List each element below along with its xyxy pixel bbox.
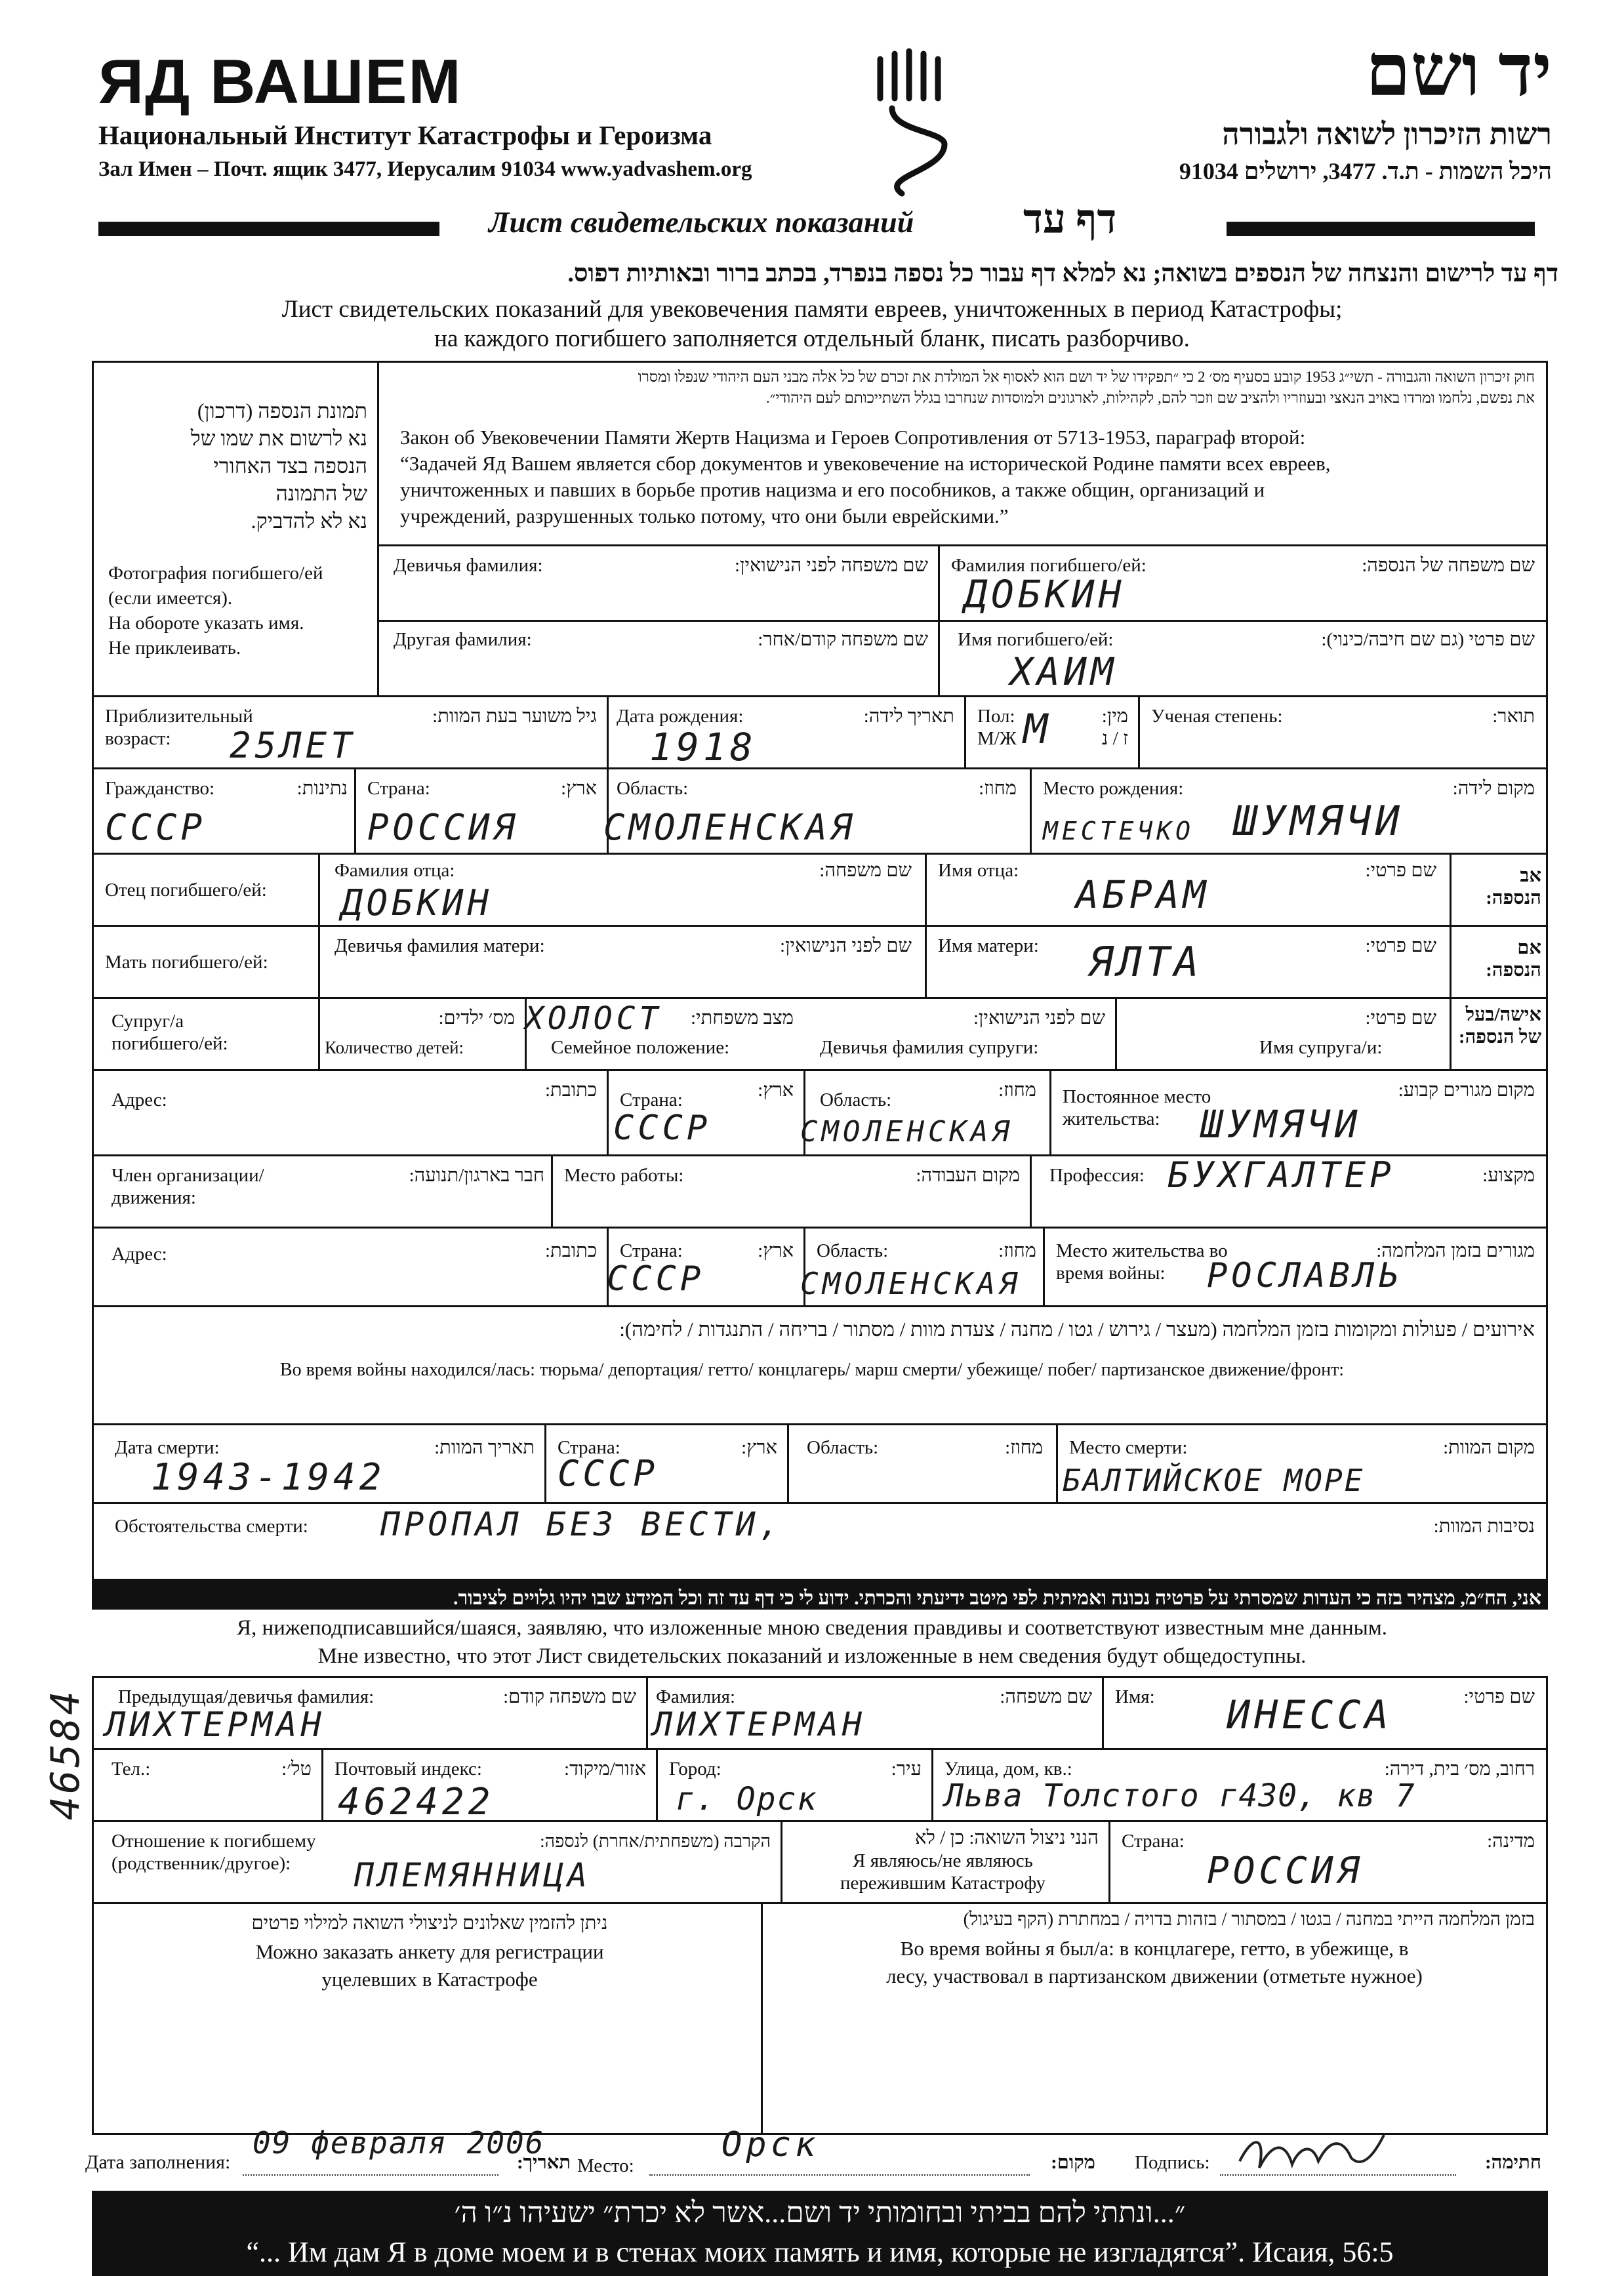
law-ru-2: “Задачей Яд Вашем является сбор документов и увековечение на исторической Родине памяти всех евреев, [400,452,1331,475]
footer-he: ״...ונתתי להם בביתי ובחומותי יד ושם...אשר לא יכרת״ ישעיהו נ״ו ה׳ [454,2197,1186,2229]
age-value[interactable]: 25ЛЕТ [230,725,356,766]
citizenship-label: Гражданство: [105,778,215,799]
father-name-label-he: שם פרטי: [1365,860,1436,881]
war-events-label: Во время войны находился/лась: тюрьма/ депортация/ гетто/ концлагерь/ марш смерти/ убежище/ побег/ партизанское движение/фронт: [279,1360,1345,1380]
deathplace-value[interactable]: БАЛТИЙСКОЕ МОРЕ [1063,1463,1365,1498]
residence-label-he: מקום מגורים קבוע: [1398,1080,1535,1101]
witness-name-value[interactable]: ИНЕССА [1227,1692,1392,1738]
profession-label: Профессия: [1049,1165,1145,1186]
title-ru: ЯД ВАШЕМ [98,47,462,117]
place-value[interactable]: Орск [721,2125,820,2164]
surname-value[interactable]: ДОБКИН [964,572,1126,617]
father-name-label: Имя отца: [938,860,1019,881]
deathplace-label-he: מקום המוות: [1443,1437,1535,1458]
subtitle-he: רשות הזיכרון לשואה ולגבורה [1222,117,1552,151]
degree-label: Ученая степень: [1151,706,1283,727]
witness-country-label-he: מדינה: [1487,1831,1535,1852]
death-country-label: Страна: [558,1437,620,1458]
witness-country-label: Страна: [1122,1831,1185,1852]
father-surname-label: Фамилия отца: [335,860,455,881]
deathplace-label: Место смерти: [1069,1437,1188,1458]
instructions-ru-2: на каждого погибшего заполняется отдельный бланк, писать разборчиво. [434,325,1190,352]
marital-label-he: מצב משפחתי: [690,1007,794,1028]
surname-label: Фамилия погибшего/ей: [951,555,1147,576]
law-he-1: חוק זיכרון השואה והגבורה - תשי״ג 1953 קובע בסעיף מס׳ 2 כי ״תפקידו של יד ושם הוא לאסוף אל המולדת את זכרם של כל אלה מבני העם היהודי שנפלו ומסרו [638,369,1535,385]
relation-label-he: הקרבה (משפחתית/אחרת) לנספה: [540,1831,771,1851]
law-ru-1: Закон об Увековечении Памяти Жертв Нацизма и Героев Сопротивления от 5713-1953, параграф второй: [400,426,1306,449]
fill-date-value[interactable]: 09 февраля 2006 [253,2125,545,2161]
children-label-he: מס׳ ילדים: [438,1007,515,1028]
age-label: Приблизительный возраст: [105,706,253,749]
age-label-he: גיל משוער בעת המוות: [432,706,597,727]
witness-surname-label-he: שם משפחה: [1000,1686,1092,1707]
deathdate-value[interactable]: 1943-1942 [151,1456,386,1499]
footer-ru: “... Им дам Я в доме моем и в стенах моих память и имя, которые не изгладятся”. Исаия, 56:5 [246,2236,1394,2268]
zip-label: Почтовый индекс: [335,1758,482,1779]
law-ru-4: учреждений, разрушенных только потому, что они были еврейскими.” [400,504,1009,527]
death-country-label-he: ארץ: [741,1437,777,1458]
title-he: יד ושם [1366,31,1552,111]
side-number: 46584 [43,1688,89,1820]
circumstances-value[interactable]: ПРОПАЛ БЕЗ ВЕСТИ, [380,1505,783,1543]
death-region-label: Область: [807,1437,879,1458]
citizenship-label-he: נתינות: [296,778,348,799]
residence-label: Постоянное место жительства: [1063,1086,1211,1129]
photo-instructions-ru: Фотография погибшего/ей (если имеется). На обороте указать имя. Не приклеивать. [108,563,323,659]
address-label-he: כתובת: [545,1080,597,1101]
header-bar [98,222,439,236]
survivor-label-he: הנני ניצול השואה: כן / לא [915,1827,1099,1848]
residence-value[interactable]: ШУМЯЧИ [1200,1102,1362,1147]
member-label: Член организации/ движения: [112,1165,264,1208]
deathdate-label: Дата смерти: [115,1437,220,1458]
war-region-value[interactable]: СМОЛЕНСКАЯ [800,1266,1021,1301]
spouse-he-label: אישה/בעל של הנספה: [1458,1004,1541,1047]
street-label: Улица, дом, кв.: [944,1758,1072,1779]
mother-name-label: Имя матери: [938,935,1039,956]
declaration-he: אני, הח״מ, מצהיר בזה כי העדות שמסרתי על פרטיה נכונה ואמיתית לפי מיטב ידיעתי והכרתי. ידוע לי כי דף עד זה וכל המידע שבו יהיו גלויים לציבור. [453,1587,1541,1609]
death-region-label-he: מחוז: [1005,1437,1043,1458]
witness-country-value[interactable]: РОССИЯ [1207,1850,1364,1892]
sex-value[interactable]: М [1023,705,1052,753]
war-country-label-he: ארץ: [758,1240,794,1261]
witness-prev-surname-value[interactable]: ЛИХТЕРМАН [105,1705,325,1745]
city-value[interactable]: г. Орск [676,1781,818,1818]
war-region-label: Область: [817,1240,889,1261]
form-frame [92,361,1548,1581]
mother-he-label: אם הנספה: [1486,937,1541,981]
birthdate-value[interactable]: 1918 [649,725,757,769]
yad-vashem-logo [866,46,964,197]
circumstances-label-he: נסיבות המוות: [1433,1516,1535,1537]
form-title-he: דף עד [1023,197,1117,242]
place-label-he: מקום: [1051,2152,1095,2173]
birth-country-label: Страна: [367,778,430,799]
address-he: היכל השמות - ת.ד. 3477, ירושלים 91034 [1179,158,1552,184]
phone-label-he: טל׳: [281,1758,312,1779]
addr-region-label-he: מחוז: [998,1080,1036,1101]
sex-label-he: מין: ז / נ [1101,706,1128,749]
wartime-he: בזמן המלחמה הייתי במחנה / בגטו / במסתור / בזהות בדויה / במחתרת (הקף בעיגול) [963,1909,1535,1930]
zip-label-he: אזור/מיקוד: [564,1758,646,1779]
member-label-he: חבר בארגון/תנועה: [409,1165,544,1186]
war-country-label: Страна: [620,1240,683,1261]
subtitle-ru: Национальный Институт Катастрофы и Героизма [98,120,712,150]
form-title-ru: Лист свидетельских показаний [489,205,914,239]
father-surname-label-he: שם משפחה: [819,860,912,881]
witness-name-label-he: שם פרטי: [1463,1686,1535,1707]
photo-instructions-he: תמונת הנספה (דרכון) נא לרשום את שמו של הנספה בצד האחורי של התמונה נא לא להדביק. [190,399,367,533]
address-ru: Зал Имен – Почт. ящик 3477, Иерусалим 91034 www.yadvashem.org [98,157,752,181]
mother-name-label-he: שם פרטי: [1365,935,1436,956]
street-label-he: רחוב, מס׳ בית, דירה: [1384,1758,1535,1779]
sign-label: Подпись: [1135,2152,1210,2173]
circumstances-label: Обстоятельства смерти: [115,1516,308,1537]
signature [1233,2122,1391,2181]
father-label: Отец погибшего/ей: [105,880,267,901]
war-residence-label-he: מגורים בזמן המלחמה: [1376,1240,1535,1261]
war-events-label-he: אירועים / פעולות ומקומות בזמן המלחמה (מעצר / גירוש / גטו / מחנה / צעדת מוות / מסתור / בריחה / התנגדות / לחימה): [619,1318,1535,1341]
street-value[interactable]: Льва Толстого г430, кв 7 [944,1778,1415,1814]
spouse-name-label-he: שם פרטי: [1365,1007,1436,1028]
law-ru-3: уничтоженных и павших в борьбе против нацизма и его пособников, а также общин, организаций и [400,478,1265,501]
law-he-2: את נפשם, נלחמו ומרדו באויב הנאצי ובעוזריו ולהציב שם וזכר להם, לקהילות, לארגונים ולמוסדות שנחרבו בגלל השתייכותם לעם היהודי״. [765,390,1535,406]
questionnaire-ru: Можно заказать анкету для регистрации уцелевших в Катастрофе [255,1940,604,1991]
city-label-he: עיר: [891,1758,922,1779]
place-label: Место: [577,2155,634,2176]
fill-date-label-he: תאריך: [516,2152,571,2173]
birthplace-value[interactable]: ШУМЯЧИ [1233,797,1404,845]
spouse-label: Супруг/а погибшего/ей: [112,1011,228,1054]
address-label: Адрес: [112,1089,167,1110]
birth-region-label: Область: [617,778,689,799]
sign-label-he: חתימה: [1485,2152,1541,2173]
birth-country-label-he: ארץ: [561,778,597,799]
deathdate-label-he: תאריך המוות: [434,1437,535,1458]
sex-label: Пол: М/Ж [977,706,1017,749]
instructions-he: דף עד לרישום והנצחה של הנספים בשואה; נא למלא דף עבור כל נספה בנפרד, בכתב ברור ובאותיות דפוס. [567,260,1558,287]
wartime-ru: Во время войны я был/а: в концлагере, гетто, в убежище, в лесу, участвовал в партизанском движении (отметьте нужное) [886,1937,1423,1987]
marital-value[interactable]: ХОЛОСТ [525,1000,662,1037]
profession-value[interactable]: БУХГАЛТЕР [1167,1154,1395,1196]
birthplace-label: Место рождения: [1043,778,1184,799]
death-country-value[interactable]: СССР [558,1453,659,1494]
other-surname-label: Другая фамилия: [394,629,532,650]
mother-name-value[interactable]: ЯЛТА [1089,938,1203,986]
witness-prev-surname-label: Предыдущая/девичья фамилия: [118,1686,375,1707]
children-label: Количество детей: [325,1038,464,1057]
birthplace-prefix[interactable]: МЕСТЕЧКО [1043,817,1195,845]
war-residence-value[interactable]: РОСЛАВЛЬ [1207,1256,1403,1295]
birth-region-label-he: מחוז: [979,778,1017,799]
survivor-label: Я являюсь/не являюсь пережившим Катастрофу [840,1850,1045,1894]
spouse-name-label: Имя супруга/и: [1259,1037,1383,1058]
father-name-value[interactable]: АБРАМ [1076,872,1210,917]
declaration-ru-1: Я, нижеподписавшийся/шаяся, заявляю, что изложенные мною сведения правдивы и соответствуют известным мне данным. [237,1616,1387,1640]
surname-label-he: שם משפחה של הנספה: [1362,555,1535,576]
witness-surname-value[interactable]: ЛИХТЕРМАН [653,1705,866,1743]
maiden-label: Девичья фамилия: [394,555,543,576]
addr-region-value[interactable]: СМОЛЕНСКАЯ [800,1115,1013,1148]
spouse-maiden-label: Девичья фамилия супруги: [820,1037,1039,1058]
war-address-label-he: כתובת: [545,1240,597,1261]
witness-name-label: Имя: [1115,1686,1155,1707]
workplace-label: Место работы: [564,1165,684,1186]
addr-country-label-he: ארץ: [758,1080,794,1101]
addr-region-label: Область: [820,1089,892,1110]
instructions-ru-1: Лист свидетельских показаний для увековечения памяти евреев, уничтоженных в период Катастрофы; [281,296,1343,323]
war-region-label-he: מחוז: [998,1240,1036,1261]
phone-label: Тел.: [112,1758,151,1779]
questionnaire-he: ניתן להזמין שאלונים לניצולי השואה למילוי פרטים [251,1913,608,1934]
war-residence-label: Место жительства во время войны: [1056,1240,1228,1284]
birth-region-value[interactable]: СМОЛЕНСКАЯ [603,807,857,848]
firstname-label-he: שם פרטי (גם שם חיבה/כינוי): [1321,629,1535,650]
city-label: Город: [669,1758,721,1779]
fill-date-label: Дата заполнения: [85,2151,231,2173]
firstname-value[interactable]: ХАИМ [1010,649,1118,694]
mother-maiden-label-he: שם לפני הנישואין: [779,935,912,956]
witness-frame [92,1676,1548,2135]
mother-maiden-label: Девичья фамилия матери: [335,935,545,956]
war-country-value[interactable]: СССР [607,1259,705,1299]
mother-label: Мать погибшего/ей: [105,952,268,973]
witness-prev-surname-label-he: שם משפחה קודם: [503,1686,636,1707]
addr-country-value[interactable]: СССР [613,1108,712,1148]
birthplace-label-he: מקום לידה: [1452,778,1535,799]
maiden-label-he: שם משפחה לפני הנישואין: [734,555,928,576]
birthdate-label-he: תאריך לידה: [863,706,954,727]
other-surname-label-he: שם משפחה קודם/אחר: [758,629,928,650]
birthdate-label: Дата рождения: [617,706,744,727]
zip-value[interactable]: 462422 [338,1781,495,1823]
war-address-label: Адрес: [112,1244,167,1265]
marital-label: Семейное положение: [551,1037,730,1058]
header-bar-right [1227,222,1535,236]
firstname-label: Имя погибшего/ей: [958,629,1114,650]
witness-surname-label: Фамилия: [656,1686,736,1707]
birth-country-value[interactable]: РОССИЯ [367,807,519,848]
father-he-label: אב הנספה: [1486,865,1541,908]
spouse-maiden-label-he: שם לפני הנישואין: [973,1007,1105,1028]
addr-country-label: Страна: [620,1089,683,1110]
father-surname-value[interactable]: ДОБКИН [341,882,493,924]
degree-label-he: תואר: [1492,706,1535,727]
citizenship-value[interactable]: СССР [105,807,207,848]
relation-label: Отношение к погибшему (родственник/другое): [112,1831,316,1874]
profession-label-he: מקצוע: [1482,1165,1535,1186]
workplace-label-he: מקום העבודה: [916,1165,1020,1186]
relation-value[interactable]: ПЛЕМЯННИЦА [354,1856,592,1894]
declaration-ru-2: Мне известно, что этот Лист свидетельских показаний и изложенные в нем сведения будут общедоступны. [317,1644,1307,1668]
